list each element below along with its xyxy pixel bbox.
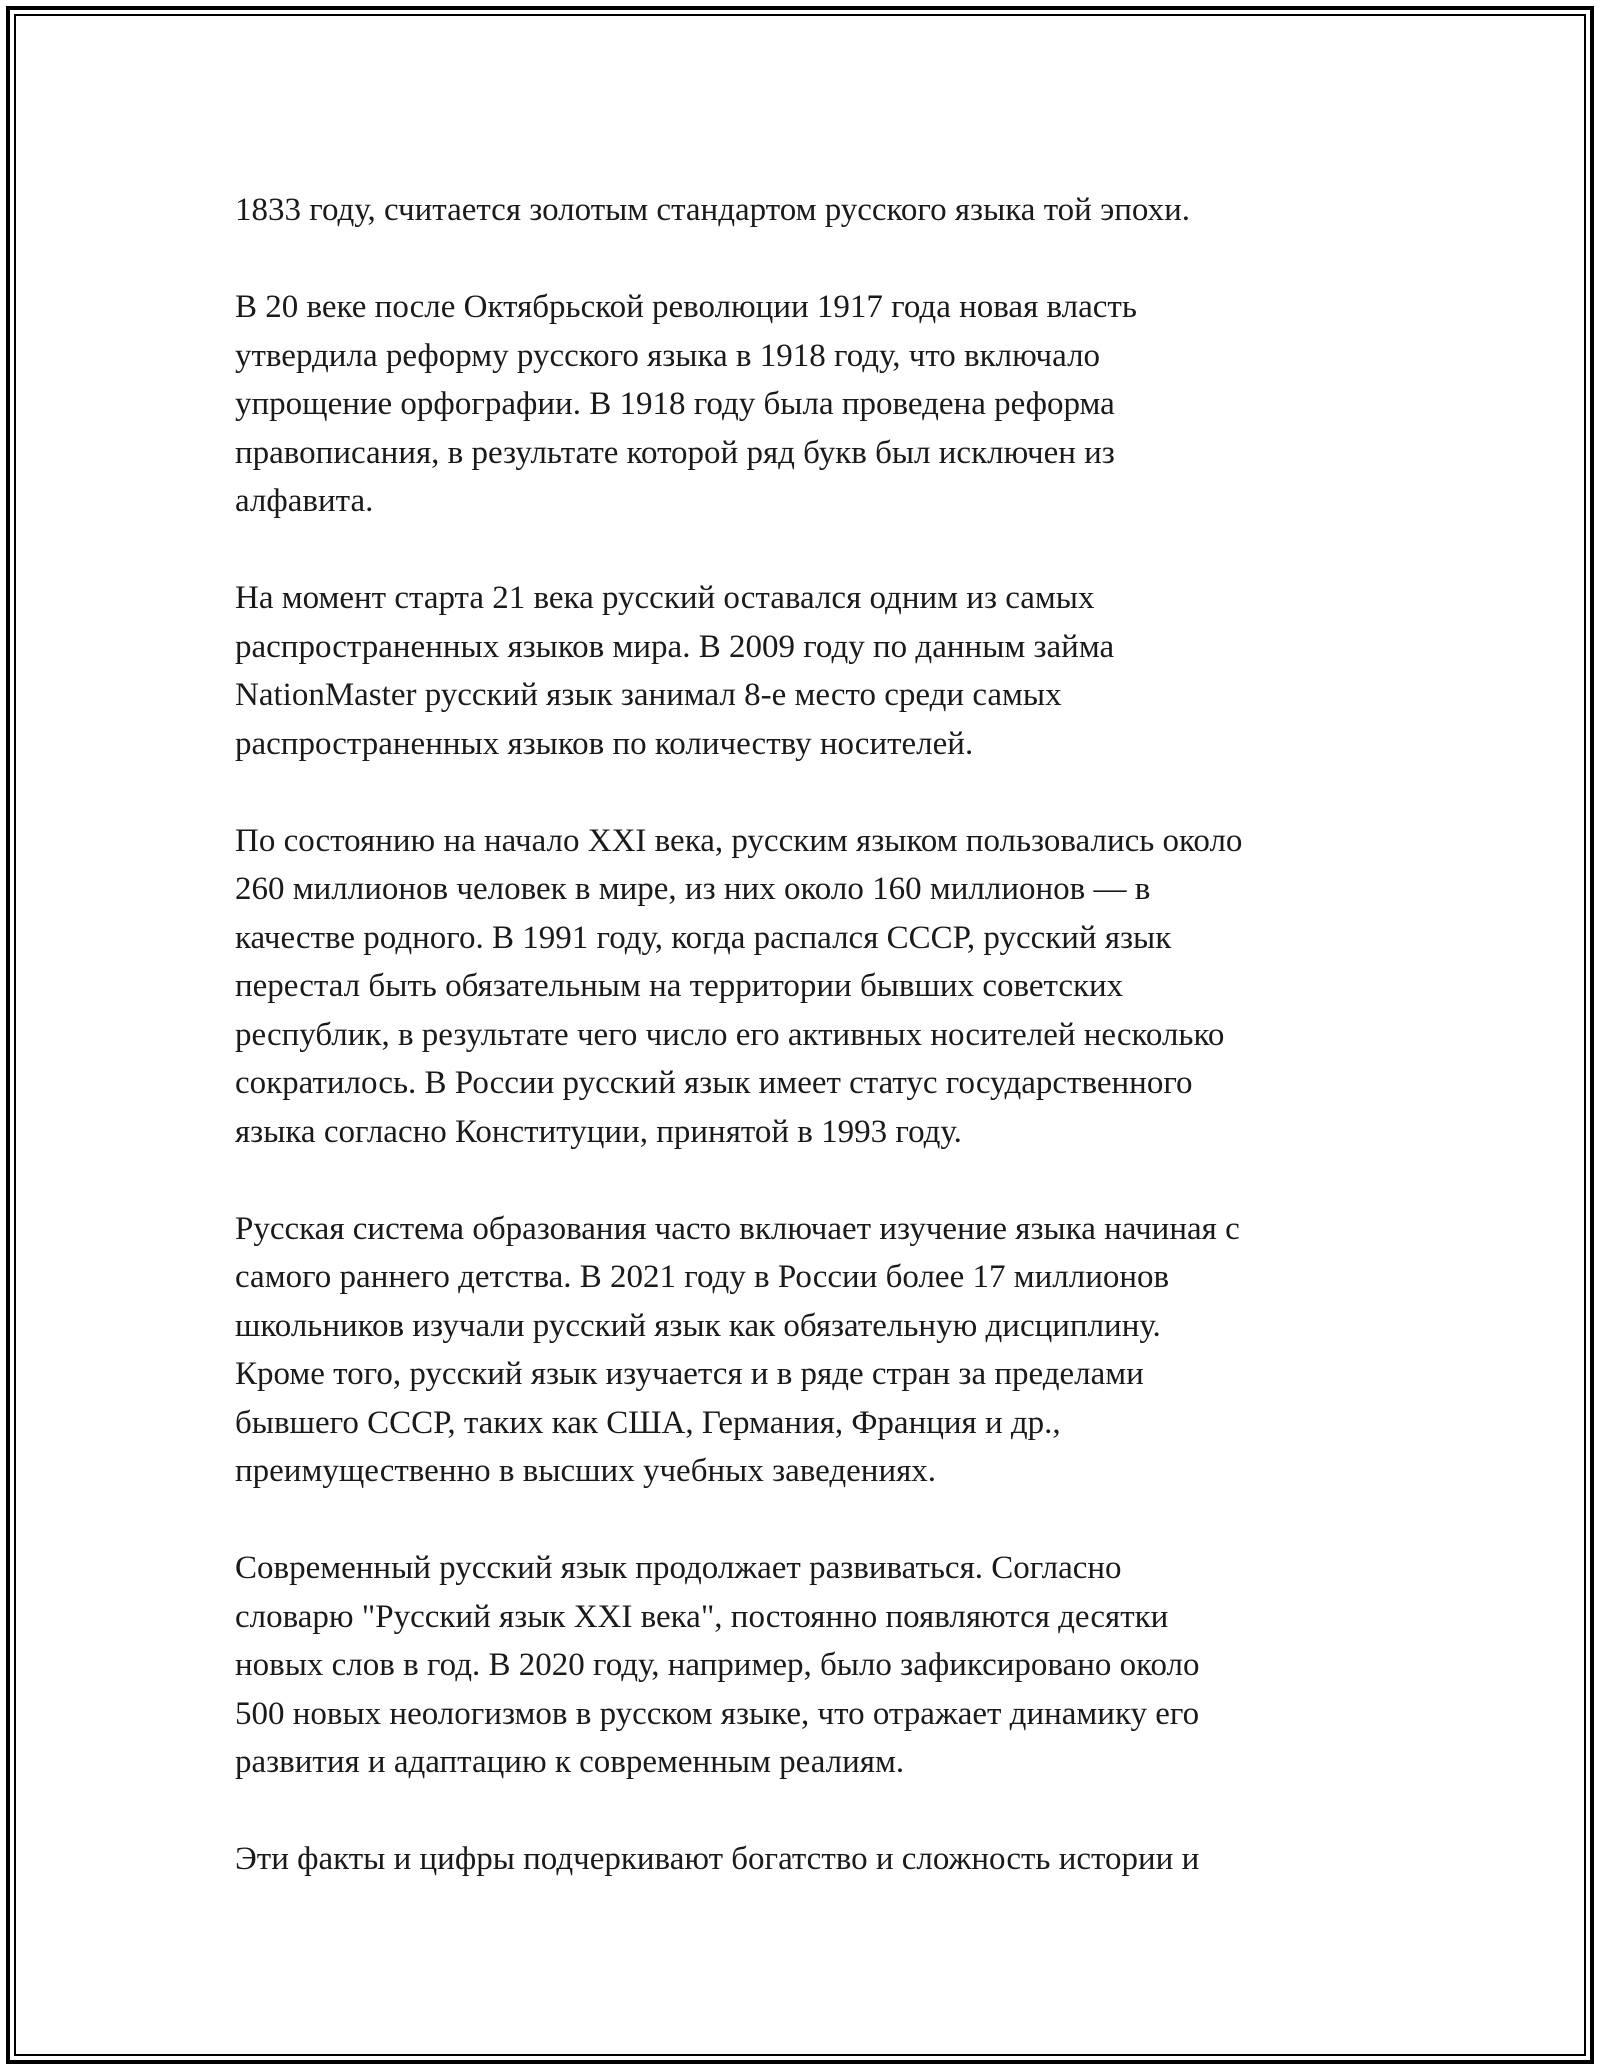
text-line: утвердила реформу русского языка в 1918 году, что включало — [235, 337, 1101, 374]
document-body — [235, 186, 1395, 1932]
text-line: Эти факты и цифры подчеркивают богатство и сложность истории и — [235, 1841, 1200, 1877]
text-line: упрощение орфографии. В 1918 году была проведена реформа — [235, 386, 1115, 422]
text-line: республик, в результате чего число его активных носителей несколько — [235, 1016, 1225, 1053]
text-line: Современный русский язык продолжает развиваться. Согласно — [235, 1550, 1122, 1586]
text-line: развития и адаптацию к современным реалиям. — [235, 1744, 905, 1780]
text-line: школьников изучали русский язык как обязательную дисциплину. — [235, 1307, 1161, 1344]
paragraph-1 — [235, 186, 1395, 235]
paragraph-6 — [235, 1544, 1395, 1787]
text-line: На момент старта 21 века русский оставался одним из самых — [235, 580, 1095, 616]
text-line: перестал быть обязательным на территории бывших советских — [235, 968, 1124, 1004]
text-line: распространенных языков мира. В 2009 году по данным займа — [235, 628, 1115, 665]
paragraph-4 — [235, 817, 1395, 1157]
text-line: 500 новых неологизмов в русском языке, что отражает динамику его — [235, 1695, 1200, 1732]
text-line: словарю "Русский язык XXI века", постоянно появляются десятки — [235, 1598, 1169, 1635]
text-line: В 20 веке после Октябрьской революции 1917 года новая власть — [235, 289, 1137, 325]
paragraph-7 — [235, 1835, 1395, 1884]
text-line: NationMaster русский язык занимал 8-е место среди самых — [235, 677, 1062, 713]
paragraph-3 — [235, 574, 1395, 768]
paragraph-5 — [235, 1205, 1395, 1496]
text-line: распространенных языков по количеству носителей. — [235, 725, 974, 762]
text-line: новых слов в год. В 2020 году, например, было зафиксировано около — [235, 1647, 1200, 1683]
text-line: Русская система образования часто включает изучение языка начиная с — [235, 1210, 1240, 1247]
paragraph-2 — [235, 283, 1395, 526]
text-line: сократилось. В России русский язык имеет статус государственного — [235, 1065, 1193, 1101]
text-line: самого раннего детства. В 2021 году в России более 17 миллионов — [235, 1259, 1170, 1295]
text-line: 260 миллионов человек в мире, из них около 160 миллионов — в — [235, 871, 1151, 907]
text-line: качестве родного. В 1991 году, когда распался СССР, русский язык — [235, 919, 1172, 956]
text-line: бывшего СССР, таких как США, Германия, Франция и др., — [235, 1404, 1061, 1441]
text-line: По состоянию на начало XXI века, русским языком пользовались около — [235, 822, 1243, 859]
text-line: языка согласно Конституции, принятой в 1993 году. — [235, 1113, 962, 1150]
text-line: преимущественно в высших учебных заведениях. — [235, 1453, 937, 1489]
text-line: 1833 году, считается золотым стандартом русского языка той эпохи. — [235, 192, 1191, 228]
text-line: правописания, в результате которой ряд букв был исключен из — [235, 434, 1115, 471]
text-line: Кроме того, русский язык изучается и в ряде стран за пределами — [235, 1356, 1144, 1392]
text-line: алфавита. — [235, 483, 374, 519]
